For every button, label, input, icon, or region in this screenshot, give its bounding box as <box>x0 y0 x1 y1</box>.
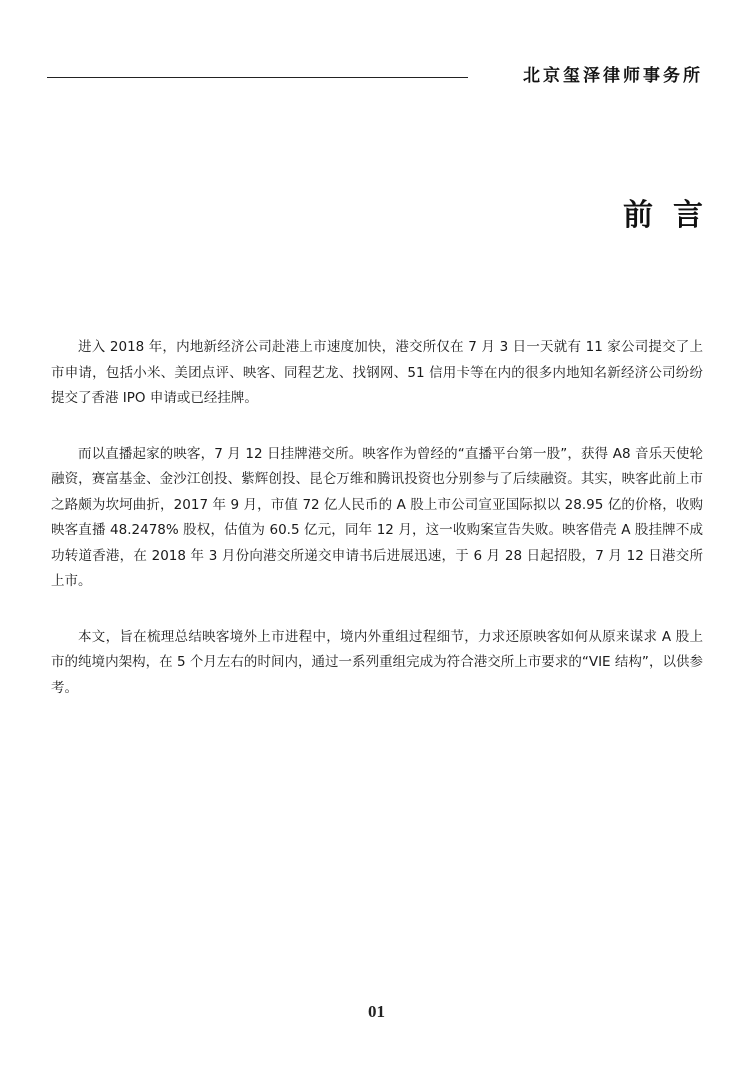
paragraph-purpose: 本文，旨在梳理总结映客境外上市进程中，境内外重组过程细节，力求还原映客如何从原来谋求 A 股上市的纯境内架构，在 5 个月左右的时间内，通过一系列重组完成为符合港交所上市要求的“VIE 结构”，以供参考。 <box>51 628 703 696</box>
header-rule <box>47 77 468 78</box>
paragraph-intro: 进入 2018 年，内地新经济公司赴港上市速度加快，港交所仅在 7 月 3 日一天就有 11 家公司提交了上市申请，包括小米、美团点评、映客、同程艺龙、找钢网、51 信用卡等在内的很多内地知名新经济公司纷纷提交了香港 IPO 申请或已经挂牌。 <box>51 339 703 406</box>
page-number: 01 <box>368 1002 385 1021</box>
firm-name: 北京玺泽律师事务所 <box>523 66 703 86</box>
paragraph-background: 而以直播起家的映客，7 月 12 日挂牌港交所。映客作为曾经的“直播平台第一股”，获得 A8 音乐天使轮融资，赛富基金、金沙江创投、紫辉创投、昆仑万维和腾讯投资也分别参与了后续融资。其实，映客此前上市之路颇为坎坷曲折，2017 年 9 月，市值 72 亿人民币的 A 股上市公司宣亚国际拟以 28.95 亿的价格，收购映客直播 48.2478% 股权，估值为 60.5 亿元，同年 12 月，这一收购案宣告失败。映客借壳 A 股挂牌不成功转道香港，在 2018 年 3 月份向港交所递交申请书后进展迅速，于 6 月 28 日起招股，7 月 12 日港交所上市。 <box>51 445 703 589</box>
body-text <box>51 335 703 731</box>
page-title: 前言 <box>623 198 723 233</box>
